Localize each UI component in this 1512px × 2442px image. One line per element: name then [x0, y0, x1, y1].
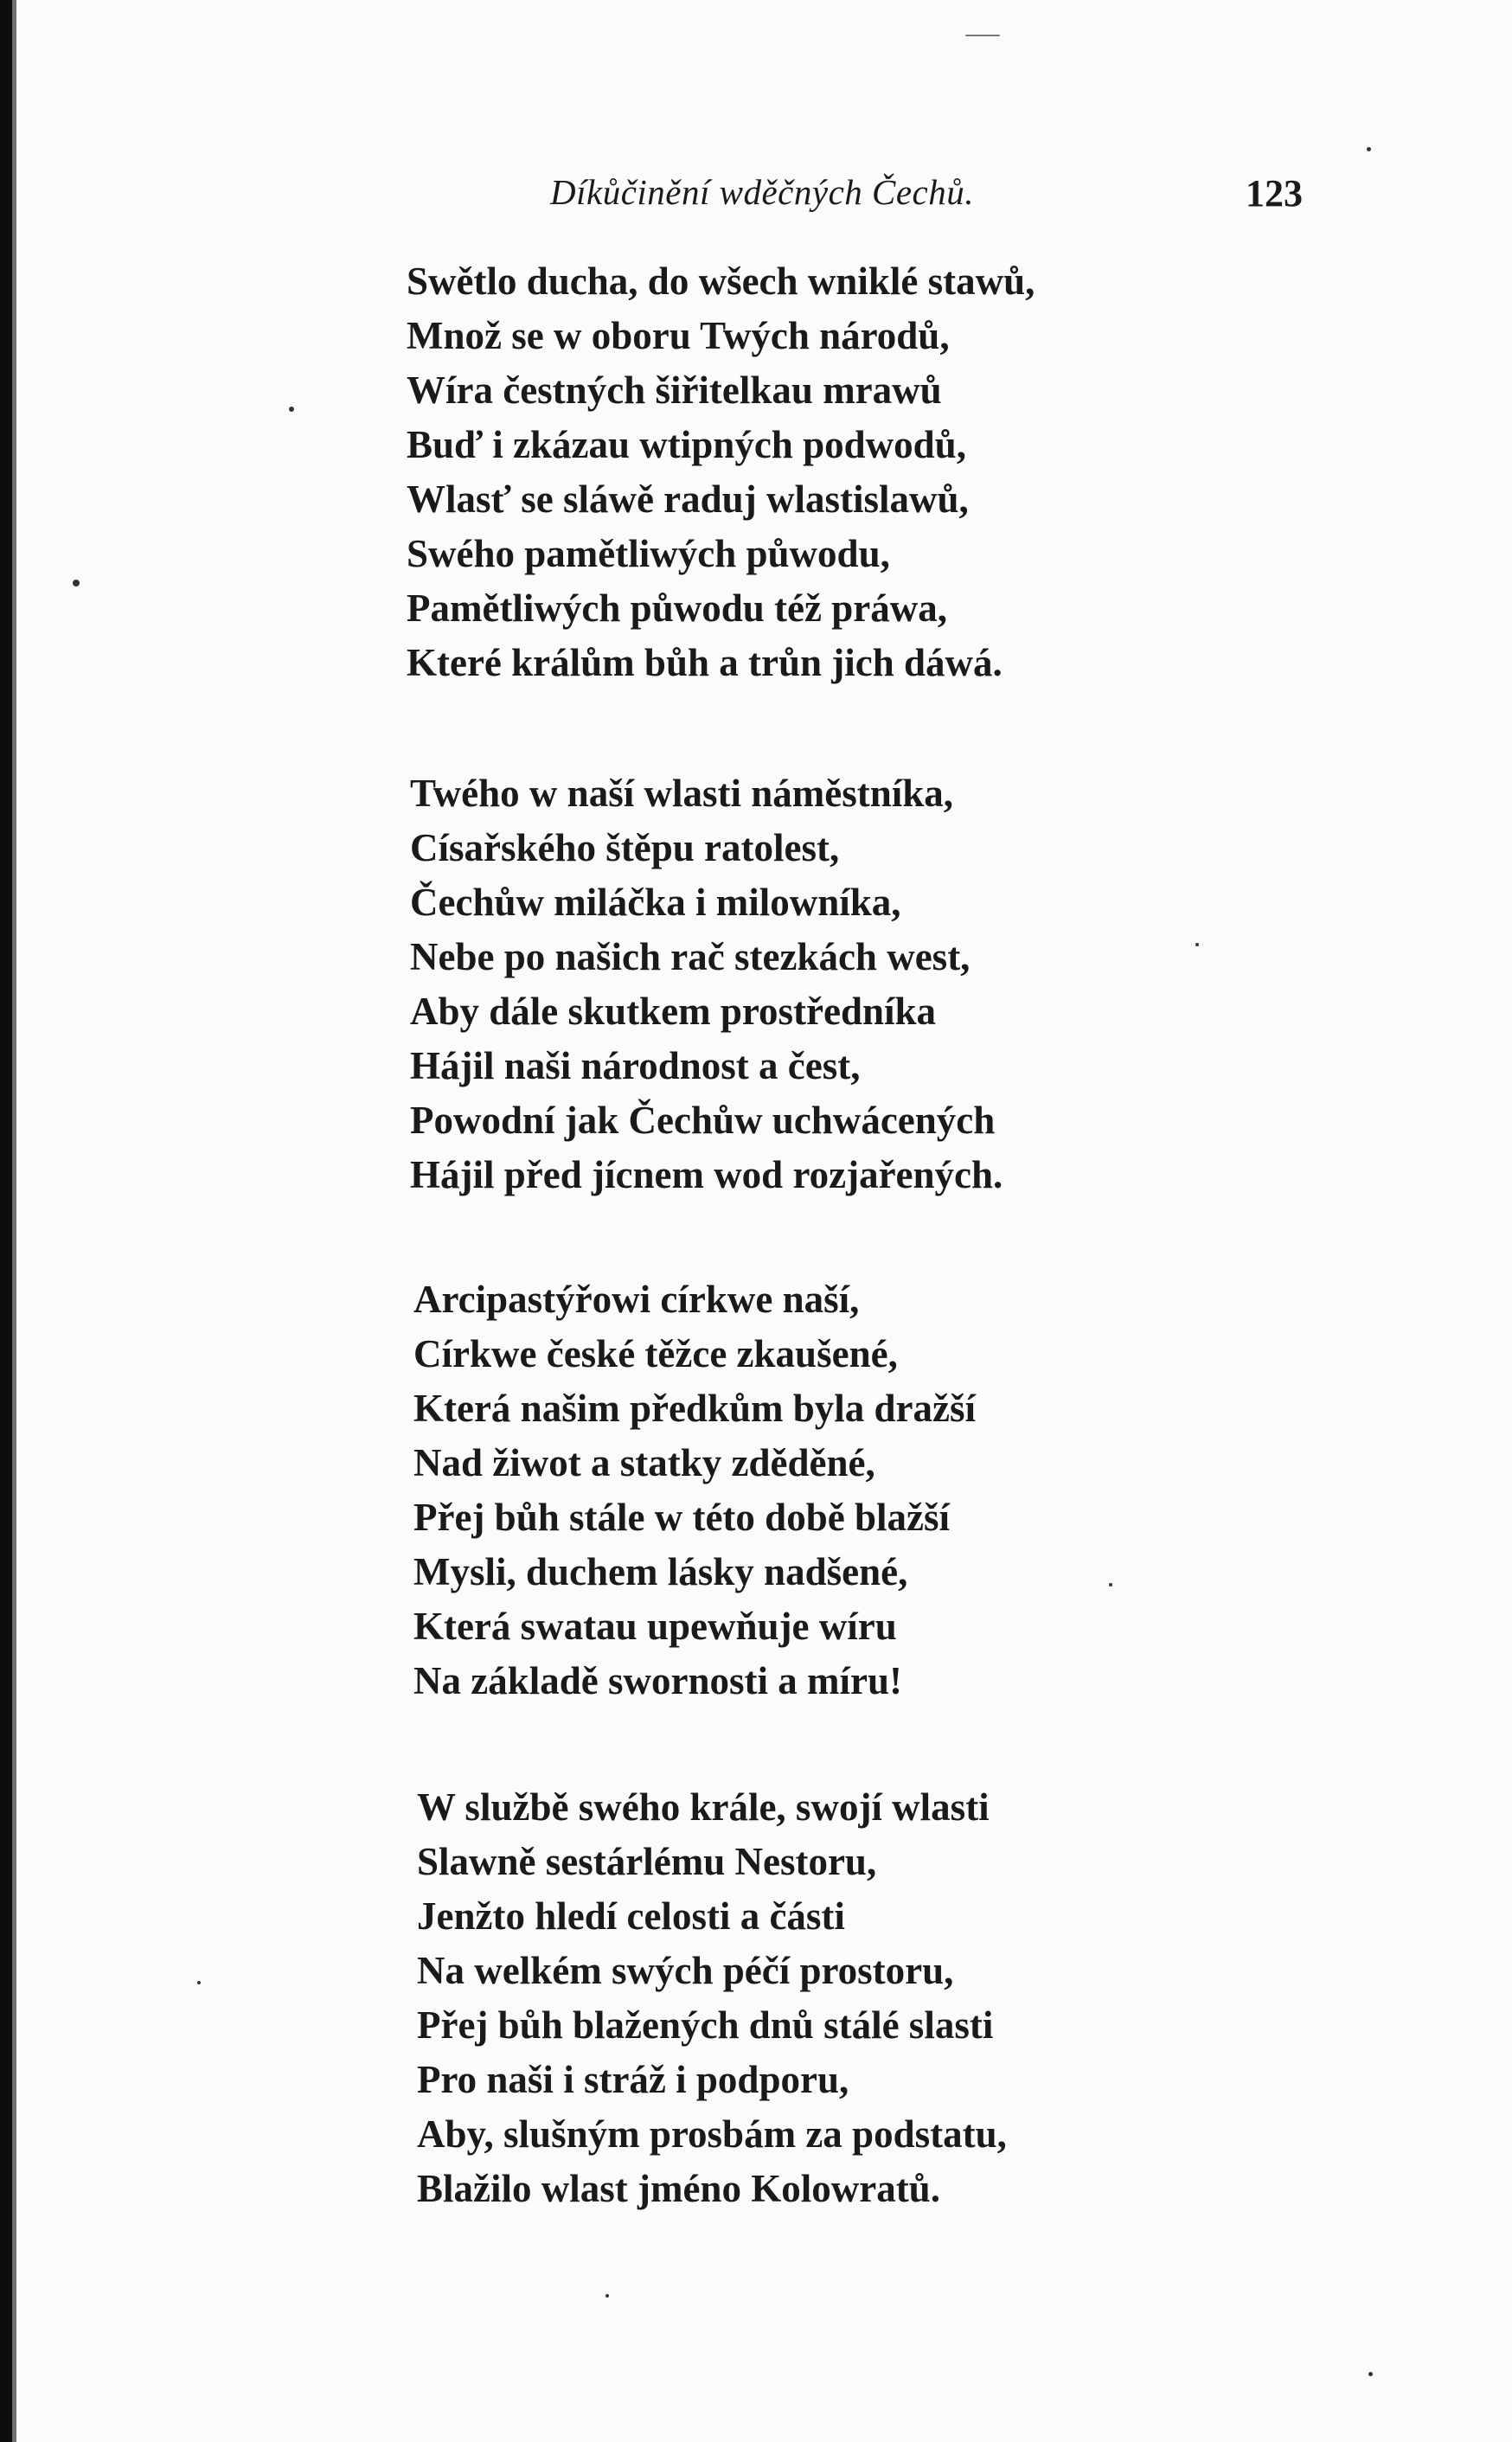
verse-line: Množ se w oboru Twých národů,: [407, 314, 950, 357]
verse-line: Wlasť se sláwě raduj wlastislawů,: [407, 478, 969, 521]
verse-line: Swětlo ducha, do wšech wniklé stawů,: [407, 260, 1035, 303]
scan-speck: [1109, 1583, 1112, 1586]
verse-line: Hájil před jícnem wod rozjařených.: [410, 1153, 1003, 1196]
verse-line: Wíra čestných šiřitelkau mrawů: [407, 369, 942, 412]
scan-speck: [289, 407, 294, 412]
verse-line: Twého w naší wlasti náměstníka,: [410, 772, 954, 815]
verse-line: Na základě swornosti a míru!: [413, 1659, 902, 1702]
page-binding-shadow: [12, 0, 16, 2442]
stanza-3: [413, 1272, 1278, 1708]
verse-line: Pro naši i stráž i podporu,: [417, 2058, 849, 2101]
scan-speck: [1368, 2372, 1373, 2376]
scan-speck: [1195, 943, 1199, 946]
scan-speck: [73, 580, 80, 586]
verse-line: Přej bůh stále w této době blažší: [413, 1496, 950, 1539]
page-binding-edge: [0, 0, 12, 2442]
verse-line: Císařského štěpu ratolest,: [410, 826, 840, 869]
verse-line: Která swatau upewňuje wíru: [413, 1605, 897, 1648]
verse-line: Buď i zkázau wtipných podwodů,: [407, 423, 966, 466]
verse-line: Církwe české těžce zkaušené,: [413, 1332, 898, 1375]
verse-line: Nebe po našich rač stezkách west,: [410, 935, 971, 978]
verse-line: Swého pamětliwých půwodu,: [407, 532, 890, 575]
scan-speck: [1367, 147, 1371, 151]
verse-line: Jenžto hledí celosti a části: [417, 1894, 845, 1938]
verse-line: Na welkém swých péčí prostoru,: [417, 1949, 954, 1992]
verse-line: Powodní jak Čechůw uchwácených: [410, 1099, 996, 1142]
verse-line: Nad žiwot a statky zděděné,: [413, 1441, 875, 1484]
verse-line: Přej bůh blažených dnů stálé slasti: [417, 2003, 994, 2047]
scan-speck: [605, 2294, 609, 2298]
verse-line: Čechůw miláčka i milowníka,: [410, 881, 901, 924]
verse-line: Mysli, duchem lásky nadšené,: [413, 1550, 908, 1593]
verse-line: Blažilo wlast jméno Kolowratů.: [417, 2167, 940, 2210]
verse-line: Které králům bůh a trůn jich dáwá.: [407, 641, 1003, 684]
verse-line: Hájil naši národnost a čest,: [410, 1044, 861, 1087]
verse-line: Pamětliwých půwodu též práwa,: [407, 586, 947, 630]
running-title: Díkůčinění wděčných Čechů.: [550, 172, 975, 212]
verse-line: Která našim předkům byla dražší: [413, 1387, 977, 1430]
verse-line: Arcipastýřowi církwe naší,: [413, 1278, 860, 1321]
stanza-2: [410, 766, 1275, 1202]
verse-line: W službě swého krále, swojí wlasti: [417, 1785, 990, 1829]
verse-line: Aby, slušným prosbám za podstatu,: [417, 2112, 1007, 2156]
page-number: 123: [1246, 172, 1303, 215]
verse-line: Aby dále skutkem prostředníka: [410, 990, 937, 1033]
scan-speck: [965, 35, 1000, 36]
stanza-1: [407, 254, 1272, 690]
verse-line: Slawně sestárlému Nestoru,: [417, 1840, 877, 1883]
scan-speck: [197, 1981, 201, 1984]
stanza-4: [417, 1780, 1282, 2216]
